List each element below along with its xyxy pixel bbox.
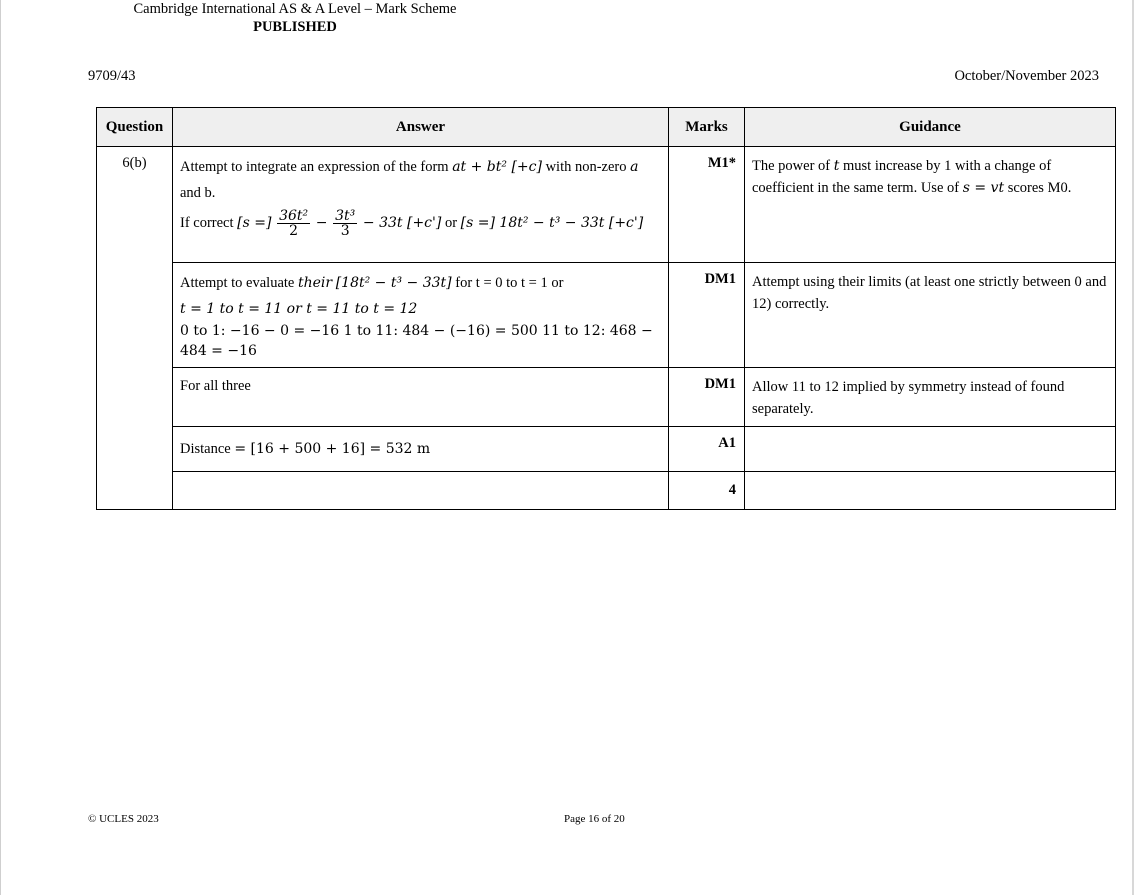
answer-cell [173, 472, 669, 510]
column-header-question: Question [97, 108, 173, 147]
page-number: Page 16 of 20 [564, 813, 625, 825]
marks-total: 4 [669, 472, 745, 510]
answer-line: 0 to 1: −16 − 0 = −16 1 to 11: 484 − (−16) = 500 11 to 12: 468 − 484 = −16 [180, 323, 653, 359]
table-row [97, 472, 1116, 510]
answer-line: Attempt to integrate an expression of the form at + bt² [+c] with non-zero a [180, 159, 639, 175]
guidance-cell [745, 427, 1116, 472]
column-header-answer: Answer [173, 108, 669, 147]
answer-cell: Distance = [16 + 500 + 16] = 532 m [173, 427, 669, 472]
table-row [97, 368, 1116, 427]
table-row [97, 147, 1116, 263]
table-row [97, 427, 1116, 472]
mark-scheme-table [96, 107, 1116, 510]
guidance-cell: The power of t must increase by 1 with a change of coefficient in the same term. Use of s = vt scores M0. [745, 147, 1116, 263]
guidance-cell: Allow 11 to 12 implied by symmetry instead of found separately. [745, 368, 1116, 427]
answer-cell [173, 263, 669, 368]
answer-line: t = 1 to t = 11 or t = 11 to t = 12 [180, 301, 418, 317]
copyright-notice: © UCLES 2023 [88, 813, 159, 825]
marks-cell: DM1 [669, 368, 745, 427]
table-header-row [97, 108, 1116, 147]
fraction: $\frac{\text{36t²}}{2}$ [279, 208, 309, 239]
marks-cell: DM1 [669, 263, 745, 368]
answer-cell [173, 147, 669, 263]
question-number: 6(b) [97, 147, 173, 510]
published-label: PUBLISHED [253, 19, 337, 35]
answer-line: and b. [180, 185, 216, 201]
answer-line: If correct [s =] $\frac{\text{36t²}}{2}$ − $\frac{\text{3t³}}{3}$ − 33t [+c'] or [s =] 18t² − t³ − 33t [+c'] [180, 208, 644, 239]
answer-line: Attempt to evaluate their [18t² − t³ − 33t] for t = 0 to t = 1 or [180, 275, 564, 291]
column-header-marks: Marks [669, 108, 745, 147]
answer-cell: For all three [173, 368, 669, 427]
math-expression: = [16 + 500 + 16] = 532 m [234, 441, 431, 457]
guidance-cell: Attempt using their limits (at least one strictly between 0 and 12) correctly. [745, 263, 1116, 368]
paper-code: 9709/43 [88, 68, 136, 84]
fraction: $\frac{\text{3t³}}{3}$ [335, 208, 356, 239]
math-expression: at + bt² [+c] [452, 159, 542, 175]
guidance-cell [745, 472, 1116, 510]
exam-session: October/November 2023 [954, 68, 1099, 84]
marks-cell: M1* [669, 147, 745, 263]
document-title-block [0, 0, 590, 36]
marks-cell: A1 [669, 427, 745, 472]
page-edge-left [0, 0, 1, 895]
table-row [97, 263, 1116, 368]
column-header-guidance: Guidance [745, 108, 1116, 147]
document-title: Cambridge International AS & A Level – Mark Scheme [133, 1, 457, 17]
